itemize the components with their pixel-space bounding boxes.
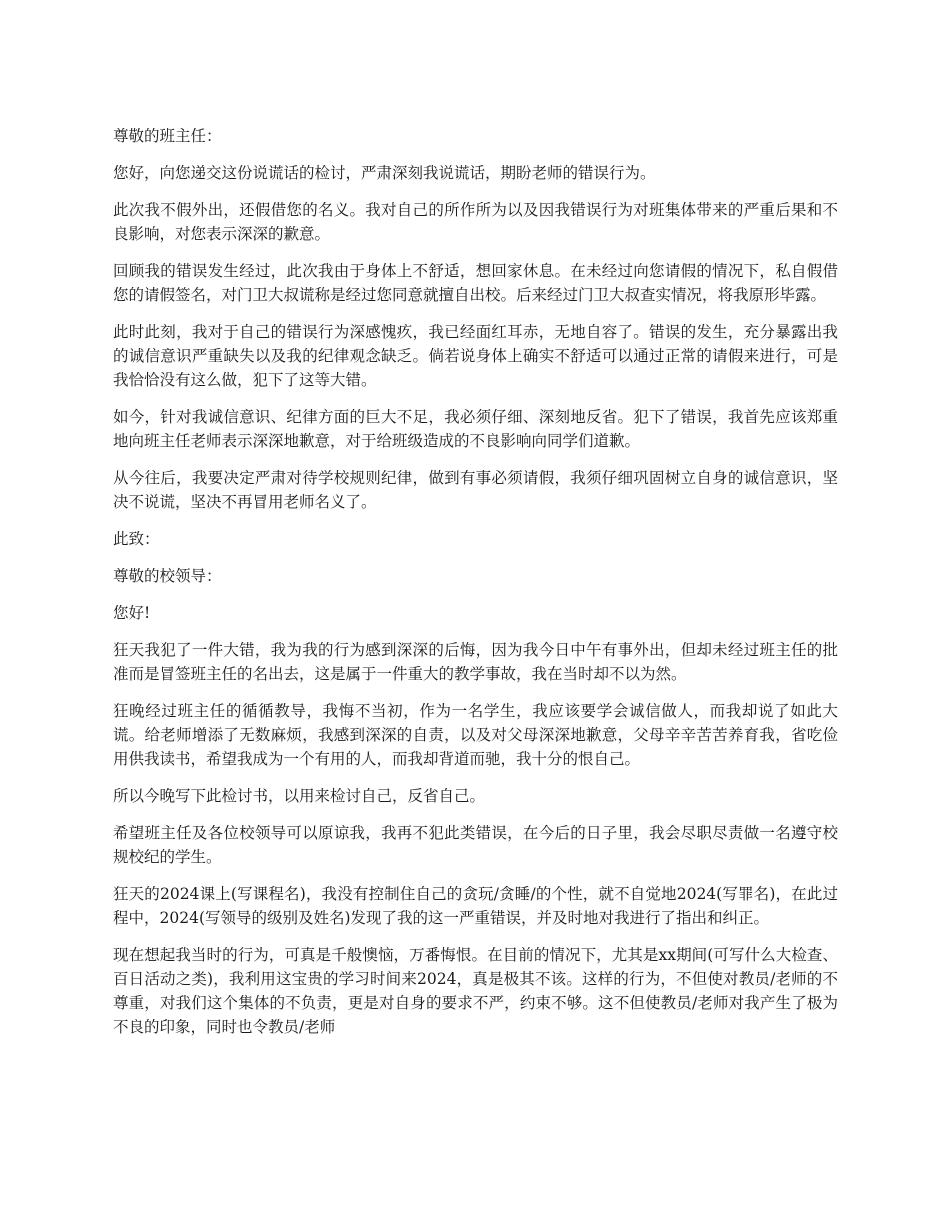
salutation-paragraph: 尊敬的校领导： [113,567,222,585]
document-body [113,124,838,1039]
salutation-paragraph: 尊敬的班主任： [113,127,222,145]
body-paragraph: 希望班主任及各位校领导可以原谅我，我再不犯此类错误，在今后的日子里，我会尽职尽责做一名遵守校规校纪的学生。 [113,824,838,866]
body-paragraph: 狂晚经过班主任的循循教导，我悔不当初，作为一名学生，我应该要学会诚信做人，而我却说了如此大谎。给老师增添了无数麻烦，我感到深深的自责，以及对父母深深地歉意，父母辛辛苦苦养育我，省吃俭用供我读书，希望我成为一个有用的人，而我却背道而驰，我十分的恨自己。 [113,702,838,768]
body-paragraph: 回顾我的错误发生经过，此次我由于身体上不舒适，想回家休息。在未经过向您请假的情况下，私自假借您的请假签名，对门卫大叔谎称是经过您同意就擅自出校。后来经过门卫大叔查实情况，将我原形毕露。 [113,262,838,304]
body-paragraph: 您好，向您递交这份说谎话的检讨，严肃深刻我说谎话，期盼老师的错误行为。 [113,164,656,182]
body-paragraph: 所以今晚写下此检讨书，以用来检讨自己，反省自己。 [113,787,486,805]
body-paragraph: 狂天的2024课上(写课程名)，我没有控制住自己的贪玩/贪睡/的个性，就不自觉地2024(写罪名)，在此过程中，2024(写领导的级别及姓名)发现了我的这一严重错误，并及时地对我进行了指出和纠正。 [113,885,838,927]
body-paragraph: 狂天我犯了一件大错，我为我的行为感到深深的后悔，因为我今日中午有事外出，但却未经过班主任的批准而是冒签班主任的名出去，这是属于一件重大的教学事故，我在当时却不以为然。 [113,641,838,683]
body-paragraph: 此次我不假外出，还假借您的名义。我对自己的所作所为以及因我错误行为对班集体带来的严重后果和不良影响，对您表示深深的歉意。 [113,201,838,243]
body-paragraph: 从今往后，我要决定严肃对待学校规则纪律，做到有事必须请假，我须仔细巩固树立自身的诚信意识，坚决不说谎，坚决不再冒用老师名义了。 [113,469,838,511]
body-paragraph: 现在想起我当时的行为，可真是千般懊恼，万番悔恨。在目前的情况下，尤其是xx期间(可写什么大检查、百日活动之类)，我利用这宝贵的学习时间来2024，真是极其不该。这样的行为，不但使对教员/老师的不尊重，对我们这个集体的不负责，更是对自身的要求不严，约束不够。这不但使教员/老师对我产生了极为不良的印象，同时也令教员/老师 [113,946,838,1036]
greeting-paragraph: 您好! [113,604,151,622]
closing-paragraph: 此致： [113,530,160,548]
body-paragraph: 如今，针对我诚信意识、纪律方面的巨大不足，我必须仔细、深刻地反省。犯下了错误，我首先应该郑重地向班主任老师表示深深地歉意，对于给班级造成的不良影响向同学们道歉。 [113,408,838,450]
body-paragraph: 此时此刻，我对于自己的错误行为深感愧疚，我已经面红耳赤，无地自容了。错误的发生，充分暴露出我的诚信意识严重缺失以及我的纪律观念缺乏。倘若说身体上确实不舒适可以通过正常的请假来进行，可是我恰恰没有这么做，犯下了这等大错。 [113,323,838,389]
